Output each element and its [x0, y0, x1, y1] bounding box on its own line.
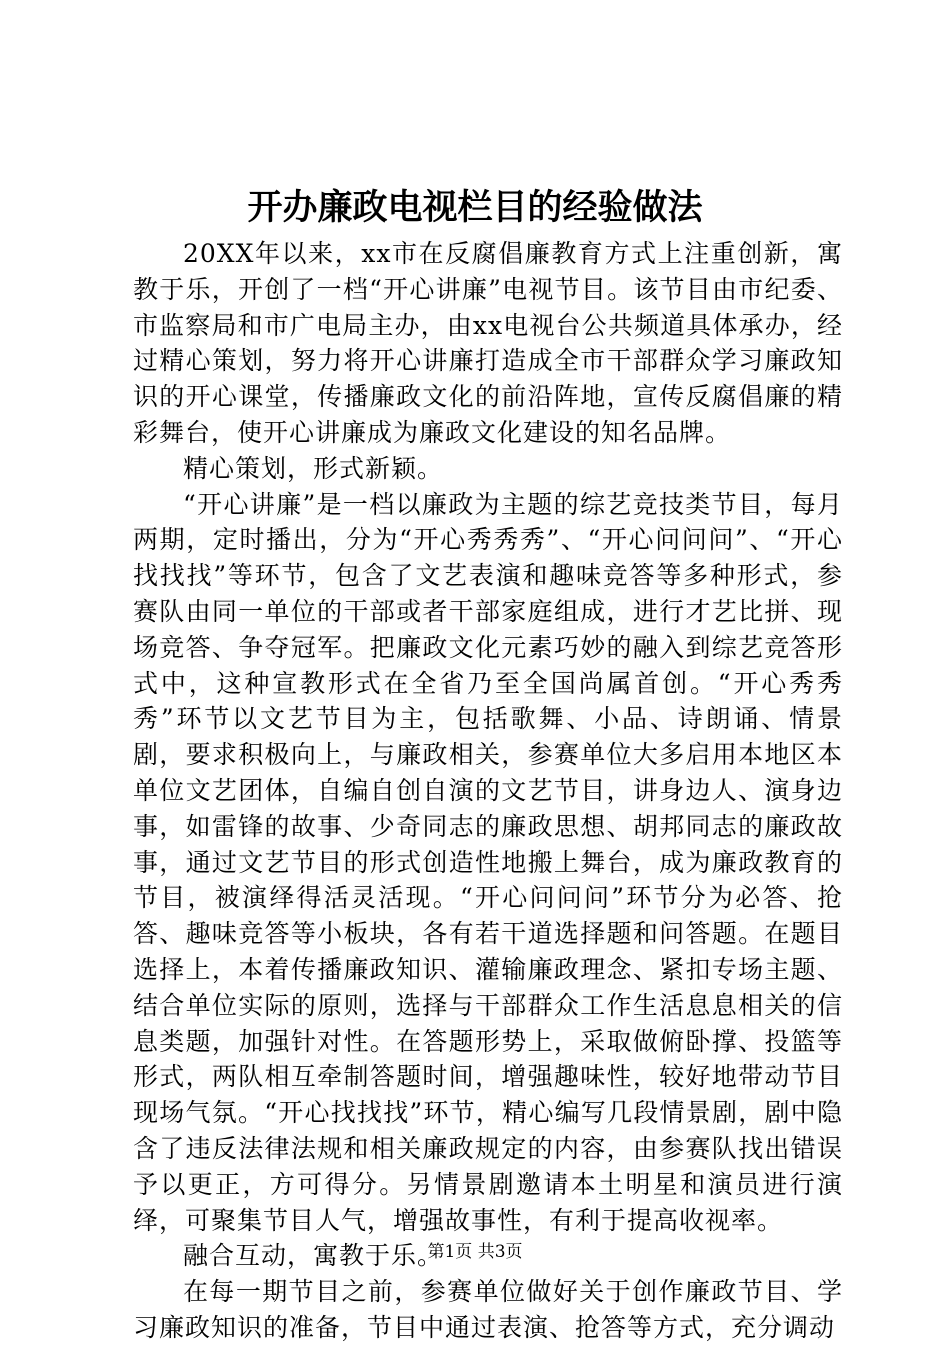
paragraph-preparation: 在每一期节目之前，参赛单位做好关于创作廉政节目、学习廉政知识的准备，节目中通过表演、抢答等方式，充分调动	[133, 1277, 843, 1342]
paragraph-intro: 20XX年以来，xx市在反腐倡廉教育方式上注重创新，寓教于乐，开创了一档“开心讲廉”电视节目。该节目由市纪委、市监察局和市广电局主办，由xx电视台公共频道具体承办，经过精心策划，努力将开心讲廉打造成全市干部群众学习廉政知识的开心课堂，传播廉政文化的前沿阵地，宣传反腐倡廉的精彩舞台，使开心讲廉成为廉政文化建设的知名品牌。	[133, 239, 843, 447]
document-body	[133, 236, 843, 1346]
paragraph-program-format: “开心讲廉”是一档以廉政为主题的综艺竞技类节目，每月两期，定时播出，分为“开心秀秀秀”、“开心问问问”、“开心找找找”等环节，包含了文艺表演和趣味竞答等多种形式，参赛队由同一单位的干部或者干部家庭组成，进行才艺比拼、现场竞答、争夺冠军。把廉政文化元素巧妙的融入到综艺竞答形式中，这种宣教形式在全省乃至全国尚属首创。“开心秀秀秀”环节以文艺节目为主，包括歌舞、小品、诗朗诵、情景剧，要求积极向上，与廉政相关，参赛单位大多启用本地区本单位文艺团体，自编自创自演的文艺节目，讲身边人、演身边事，如雷锋的故事、少奇同志的廉政思想、胡邦同志的廉政故事，通过文艺节目的形式创造性地搬上舞台，成为廉政教育的节目，被演绎得活灵活现。“开心问问问”环节分为必答、抢答、趣味竞答等小板块，各有若干道选择题和问答题。在题目选择上，本着传播廉政知识、灌输廉政理念、紧扣专场主题、结合单位实际的原则，选择与干部群众工作生活息息相关的信息类题，加强针对性。在答题形势上，采取做俯卧撑、投篮等形式，两队相互牵制答题时间，增强趣味性，较好地带动节目现场气氛。“开心找找找”环节，精心编写几段情景剧，剧中隐含了违反法律法规和相关廉政规定的内容，由参赛队找出错误予以更正，方可得分。另情景剧邀请本土明星和演员进行演绎，可聚集节目人气，增强故事性，有利于提高收视率。	[133, 489, 843, 1235]
document-title: 开办廉政电视栏目的经验做法	[247, 187, 703, 228]
section-heading-interaction: 融合互动，寓教于乐。	[183, 1241, 444, 1271]
section-heading-planning: 精心策划，形式新颖。	[183, 453, 444, 483]
page-number-footer: 第1页 共3页	[427, 1242, 523, 1262]
